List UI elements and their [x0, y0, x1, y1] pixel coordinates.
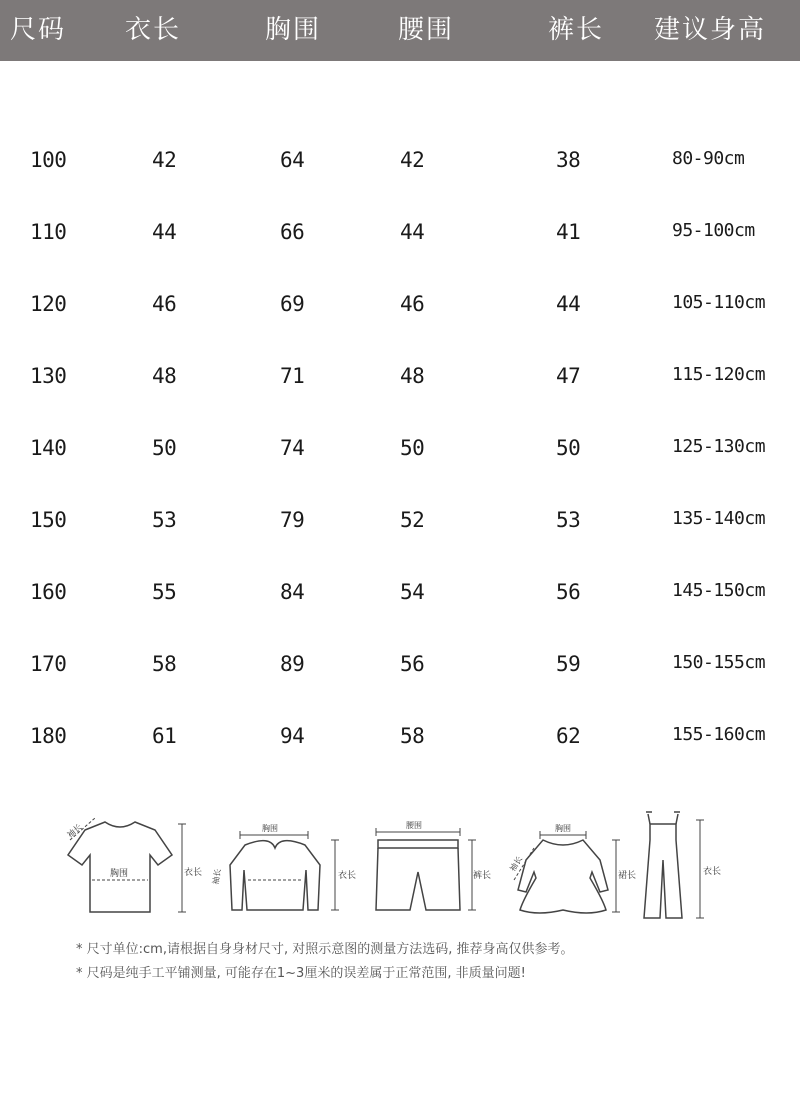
chest-cell: 64 [280, 148, 305, 172]
size-cell: 130 [30, 364, 67, 388]
table-row [0, 148, 800, 188]
pants-length-cell: 62 [556, 724, 581, 748]
chest-cell: 89 [280, 652, 305, 676]
size-cell: 180 [30, 724, 67, 748]
chest-cell: 69 [280, 292, 305, 316]
sweater-length-label: 衣长 [338, 871, 357, 881]
chest-cell: 79 [280, 508, 305, 532]
length-cell: 44 [152, 220, 177, 244]
header-height: 建议身高 [654, 15, 767, 45]
size-cell: 100 [30, 148, 67, 172]
chest-cell: 71 [280, 364, 305, 388]
pants-length-cell: 53 [556, 508, 581, 532]
overalls-diagram [638, 800, 748, 925]
length-cell: 48 [152, 364, 177, 388]
tshirt-sleeve-label: 袖长 [65, 822, 84, 840]
shorts-waist-label: 腰围 [406, 821, 422, 830]
tshirt-chest-label: 胸围 [110, 869, 129, 879]
shorts-diagram [358, 800, 492, 925]
pants-length-cell: 50 [556, 436, 581, 460]
header-pants-length: 裤长 [548, 15, 605, 45]
note-measurement-error: * 尺码是纯手工平铺测量, 可能存在1~3厘米的误差属于正常范围, 非质量问题! [76, 966, 526, 981]
chest-cell: 74 [280, 436, 305, 460]
waist-cell: 44 [400, 220, 425, 244]
length-cell: 55 [152, 580, 177, 604]
waist-cell: 46 [400, 292, 425, 316]
table-row [0, 580, 800, 620]
waist-cell: 50 [400, 436, 425, 460]
height-cell: 105-110cm [672, 292, 766, 313]
size-cell: 170 [30, 652, 67, 676]
height-cell: 115-120cm [672, 364, 766, 385]
size-cell: 110 [30, 220, 67, 244]
size-cell: 160 [30, 580, 67, 604]
dress-length-label: 裙长 [618, 871, 637, 881]
overalls-length-label: 衣长 [703, 867, 722, 877]
header-length: 衣长 [125, 15, 182, 45]
size-cell: 120 [30, 292, 67, 316]
waist-cell: 54 [400, 580, 425, 604]
height-cell: 150-155cm [672, 652, 766, 673]
table-row [0, 724, 800, 764]
pants-length-cell: 47 [556, 364, 581, 388]
table-row [0, 364, 800, 404]
height-cell: 125-130cm [672, 436, 766, 457]
tshirt-length-label: 衣长 [184, 868, 203, 878]
tshirt-diagram [50, 800, 203, 925]
length-cell: 53 [152, 508, 177, 532]
header-size: 尺码 [10, 15, 67, 45]
chest-cell: 94 [280, 724, 305, 748]
table-row [0, 436, 800, 476]
table-row [0, 220, 800, 260]
dress-diagram [488, 800, 638, 925]
length-cell: 61 [152, 724, 177, 748]
measurement-diagrams [40, 800, 760, 930]
sweater-diagram [200, 800, 357, 925]
waist-cell: 58 [400, 724, 425, 748]
waist-cell: 52 [400, 508, 425, 532]
notes [76, 938, 776, 986]
shorts-length-label: 裤长 [473, 871, 492, 881]
height-cell: 95-100cm [672, 220, 755, 241]
waist-cell: 56 [400, 652, 425, 676]
waist-cell: 48 [400, 364, 425, 388]
sweater-chest-label: 胸围 [262, 824, 278, 833]
length-cell: 50 [152, 436, 177, 460]
length-cell: 58 [152, 652, 177, 676]
length-cell: 46 [152, 292, 177, 316]
table-row [0, 652, 800, 692]
chest-cell: 84 [280, 580, 305, 604]
chest-cell: 66 [280, 220, 305, 244]
waist-cell: 42 [400, 148, 425, 172]
pants-length-cell: 41 [556, 220, 581, 244]
header-chest: 胸围 [265, 15, 322, 45]
size-cell: 140 [30, 436, 67, 460]
sweater-sleeve-label: 袖长 [211, 868, 223, 886]
table-row [0, 292, 800, 332]
length-cell: 42 [152, 148, 177, 172]
table-row [0, 508, 800, 548]
pants-length-cell: 38 [556, 148, 581, 172]
height-cell: 145-150cm [672, 580, 766, 601]
height-cell: 80-90cm [672, 148, 745, 169]
pants-length-cell: 59 [556, 652, 581, 676]
note-unit: * 尺寸单位:cm,请根据自身身材尺寸, 对照示意图的测量方法选码, 推荐身高仅供参考。 [76, 942, 574, 957]
pants-length-cell: 44 [556, 292, 581, 316]
pants-length-cell: 56 [556, 580, 581, 604]
height-cell: 135-140cm [672, 508, 766, 529]
dress-chest-label: 胸围 [555, 824, 571, 833]
table-header [0, 0, 800, 61]
dress-sleeve-label: 袖长 [508, 854, 525, 874]
height-cell: 155-160cm [672, 724, 766, 745]
header-waist: 腰围 [398, 15, 455, 45]
size-cell: 150 [30, 508, 67, 532]
